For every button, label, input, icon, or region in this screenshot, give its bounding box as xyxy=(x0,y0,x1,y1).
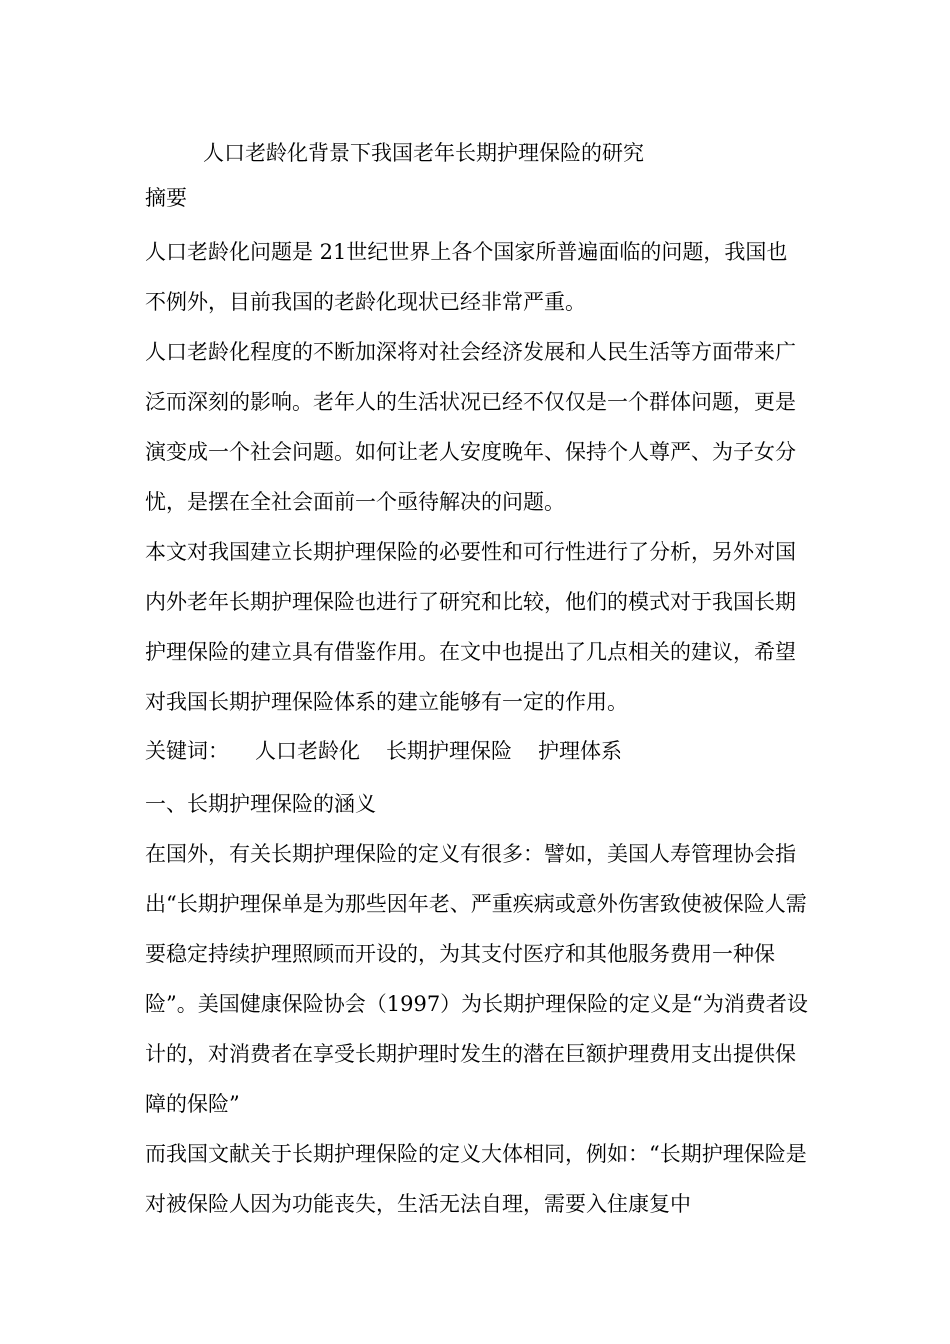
abstract-paragraph-3: 本文对我国建立长期护理保险的必要性和可行性进行了分析，另外对国内外老年长期护理保险也进行了研究和比较，他们的模式对于我国长期护理保险的建立具有借鉴作用。在文中也提出了几点相关的建议，希望对我国长期护理保险体系的建立能够有一定的作用。 xyxy=(145,540,796,714)
abstract-heading: 摘要 xyxy=(145,186,187,210)
keywords-line xyxy=(145,727,808,775)
document-title: 人口老龄化背景下我国老年长期护理保险的研究 xyxy=(203,141,644,165)
keyword-item: 人口老龄化 xyxy=(255,739,360,763)
keywords-label: 关键词： xyxy=(145,739,229,763)
abstract-paragraph-1: 人口老龄化问题是 21世纪世界上各个国家所普遍面临的问题，我国也不例外，目前我国的老龄化现状已经非常严重。 xyxy=(145,240,788,314)
keyword-item: 护理体系 xyxy=(538,739,622,763)
section-paragraph-2: 而我国文献关于长期护理保险的定义大体相同，例如：“长期护理保险是对被保险人因为功能丧失，生活无法自理，需要入住康复中 xyxy=(145,1142,807,1216)
section-heading: 一、长期护理保险的涵义 xyxy=(145,792,376,816)
document-body xyxy=(145,133,808,1229)
keyword-item: 长期护理保险 xyxy=(386,739,512,763)
section-paragraph-1: 在国外，有关长期护理保险的定义有很多：譬如，美国人寿管理协会指出“长期护理保单是为那些因年老、严重疾病或意外伤害致使被保险人需要稳定持续护理照顾而开设的，为其支付医疗和其他服务费用一种保险”。美国健康保险协会（1997）为长期护理保险的定义是“为消费者设计的，对消费者在享受长期护理时发生的潜在巨额护理费用支出提供保障的保险” xyxy=(145,842,808,1116)
abstract-paragraph-2: 人口老龄化程度的不断加深将对社会经济发展和人民生活等方面带来广泛而深刻的影响。老年人的生活状况已经不仅仅是一个群体问题，更是演变成一个社会问题。如何让老人安度晚年、保持个人尊严、为子女分忧，是摆在全社会面前一个亟待解决的问题。 xyxy=(145,340,796,514)
